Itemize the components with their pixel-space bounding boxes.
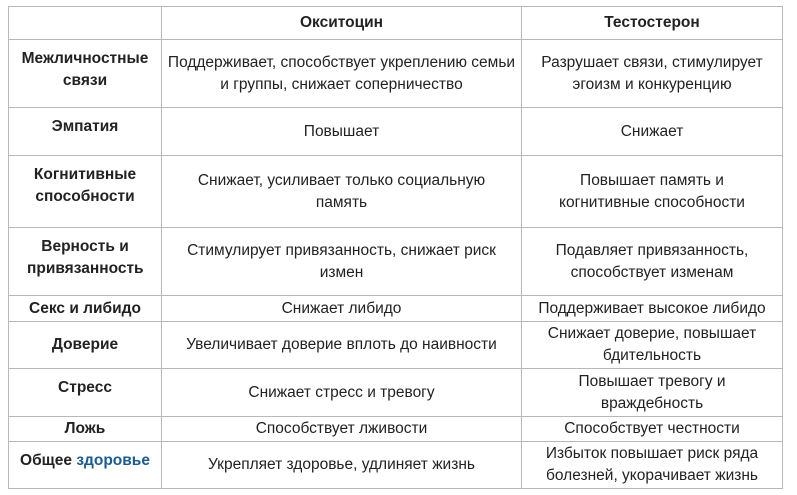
oxytocin-cell: Поддерживает, способствует укреплению семьи и группы, снижает соперничество [162,40,522,108]
testosterone-cell: Повышает память и когнитивные способности [522,156,783,228]
row-label: Когнитивные способности [9,156,162,228]
table-row [9,417,783,442]
oxytocin-cell: Стимулирует привязанность, снижает риск измен [162,228,522,296]
table-row [9,108,783,156]
row-label: Верность и привязанность [9,228,162,296]
row-label: Эмпатия [9,108,162,156]
comparison-table [8,6,783,489]
row-label: Стресс [9,369,162,417]
oxytocin-cell: Повышает [162,108,522,156]
row-label: Доверие [9,322,162,369]
testosterone-cell: Подавляет привязанность, способствует изменам [522,228,783,296]
table-row [9,228,783,296]
oxytocin-cell: Снижает стресс и тревогу [162,369,522,417]
testosterone-cell: Избыток повышает риск ряда болезней, укорачивает жизнь [522,442,783,489]
oxytocin-cell: Снижает, усиливает только социальную память [162,156,522,228]
testosterone-cell: Снижает [522,108,783,156]
header-corner [9,7,162,40]
oxytocin-cell: Увеличивает доверие вплоть до наивности [162,322,522,369]
table-row [9,442,783,489]
row-label-health [9,442,162,489]
header-row [9,7,783,40]
oxytocin-cell: Способствует лживости [162,417,522,442]
oxytocin-cell: Снижает либидо [162,296,522,322]
header-oxytocin: Окситоцин [162,7,522,40]
testosterone-cell: Разрушает связи, стимулирует эгоизм и конкуренцию [522,40,783,108]
testosterone-cell: Способствует честности [522,417,783,442]
header-testosterone: Тестостерон [522,7,783,40]
table-row [9,156,783,228]
table-row [9,369,783,417]
table-row [9,296,783,322]
row-label: Секс и либидо [9,296,162,322]
testosterone-cell: Поддерживает высокое либидо [522,296,783,322]
row-label: Межличностные связи [9,40,162,108]
oxytocin-cell: Укрепляет здоровье, удлиняет жизнь [162,442,522,489]
table-row [9,40,783,108]
row-label: Ложь [9,417,162,442]
health-link[interactable]: здоровье [76,452,150,469]
testosterone-cell: Повышает тревогу и враждебность [522,369,783,417]
table-row [9,322,783,369]
testosterone-cell: Снижает доверие, повышает бдительность [522,322,783,369]
row-label-health-prefix: Общее [20,452,72,469]
